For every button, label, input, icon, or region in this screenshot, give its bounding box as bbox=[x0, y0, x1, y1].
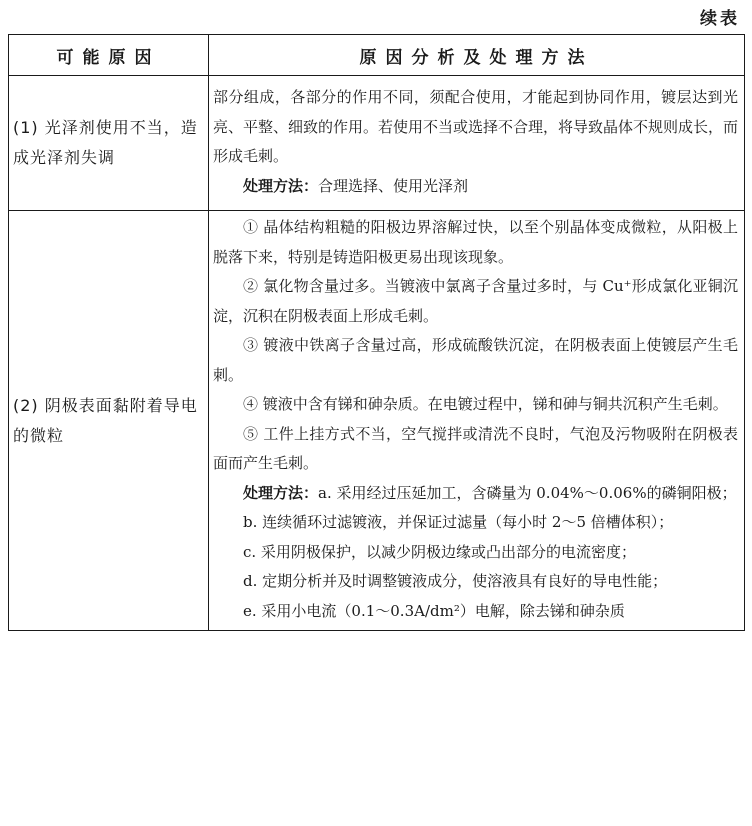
header-row bbox=[9, 35, 745, 76]
analysis-paragraph: ③ 镀液中铁离子含量过高，形成硫酸铁沉淀，在阴极表面上使镀层产生毛刺。 bbox=[213, 336, 738, 384]
treatment-method-text: 合理选择、使用光泽剂 bbox=[318, 176, 469, 195]
analysis-paragraph: ① 晶体结构粗糙的阳极边界溶解过快，以至个别晶体变成微粒，从阳极上脱落下来，特别是铸造阳极更易出现该现象。 bbox=[213, 218, 738, 266]
treatment-method bbox=[213, 172, 738, 202]
table-row bbox=[9, 211, 745, 631]
treatment-method-text: a. 采用经过压延加工，含磷量为 0.04%～0.06%的磷铜阳极； bbox=[318, 483, 737, 502]
analysis-paragraph: ④ 镀液中含有锑和砷杂质。在电镀过程中，锑和砷与铜共沉积产生毛刺。 bbox=[243, 395, 728, 413]
analysis-paragraph: ⑤ 工件上挂方式不当，空气搅拌或清洗不良时，气泡及污物吸附在阴极表面而产生毛刺。 bbox=[213, 424, 738, 472]
analysis-paragraph: 部分组成，各部分的作用不同，须配合使用，才能起到协同作用，镀层达到光亮、平整、细致的作用。若使用不当或选择不合理，将导致晶体不规则成长，而形成毛刺。 bbox=[213, 88, 739, 165]
header-cause: 可能原因 bbox=[9, 35, 209, 76]
cause-cell: (2) 阴极表面黏附着导电的微粒 bbox=[9, 211, 209, 631]
table-row bbox=[9, 76, 745, 211]
analysis-paragraph: ② 氯化物含量过多。当镀液中氯离子含量过多时，与 Cu⁺形成氯化亚铜沉淀，沉积在阴极表面上形成毛刺。 bbox=[213, 277, 738, 325]
analysis-cell bbox=[209, 211, 745, 631]
analysis-cell bbox=[209, 76, 745, 211]
header-analysis: 原因分析及处理方法 bbox=[209, 35, 745, 76]
treatment-item: d. 定期分析并及时调整镀液成分，使溶液具有良好的导电性能； bbox=[243, 572, 668, 590]
treatment-method-label: 处理方法： bbox=[243, 176, 319, 195]
treatment-method-label: 处理方法： bbox=[243, 483, 319, 502]
treatment-item: c. 采用阴极保护，以减少阴极边缘或凸出部分的电流密度； bbox=[243, 542, 636, 561]
continued-label: 续表 bbox=[700, 9, 740, 29]
treatment-method bbox=[213, 479, 738, 509]
cause-cell: (1) 光泽剂使用不当，造成光泽剂失调 bbox=[9, 76, 209, 211]
cause-analysis-table bbox=[8, 34, 745, 631]
treatment-item: b. 连续循环过滤镀液，并保证过滤量（每小时 2～5 倍槽体积）； bbox=[243, 513, 674, 531]
treatment-item: e. 采用小电流（0.1～0.3A/dm²）电解，除去锑和砷杂质 bbox=[243, 601, 625, 620]
